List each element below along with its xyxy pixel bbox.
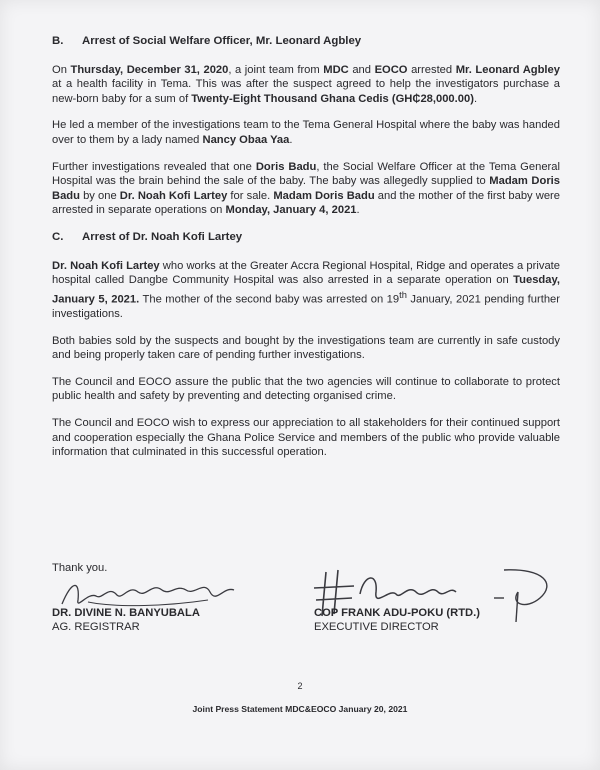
- text-run: .: [356, 204, 360, 217]
- name-emphasis: Madam Doris Badu: [273, 189, 375, 202]
- paragraph-arrest-agbley: [52, 63, 560, 107]
- signatory-name: COP FRANK ADU-POKU (RTD.): [314, 607, 480, 619]
- text-run: The mother of the second baby was arrested on 19: [139, 293, 400, 306]
- text-run: who works at the Greater Accra Regional Hospital, Ridge and operates a private hospital called Dangbe Community Hospital was also arrested in a separate operation on: [52, 259, 560, 287]
- name-emphasis: Nancy Obaa Yaa: [202, 133, 290, 146]
- paragraph-babies-custody: Both babies sold by the suspects and bought by the investigations team are currently in safe custody and being properly taken care of pending further investigations.: [52, 334, 560, 362]
- text-run: at a health facility in Tema. This was after the suspect agreed to help the investigators purchase a new-born baby for a sum of: [52, 78, 560, 105]
- name-emphasis: Doris Badu: [255, 160, 317, 173]
- org-emphasis: MDC: [323, 63, 349, 76]
- name-emphasis: Madam Doris Badu: [52, 175, 561, 202]
- paragraph-assurance: The Council and EOCO assure the public that the two agencies will continue to collaborate to protect public health and safety by preventing and detecting organised crime.: [52, 375, 560, 403]
- name-emphasis: Dr. Noah Kofi Lartey: [119, 189, 228, 202]
- left-signatory: [52, 606, 200, 634]
- text-run: Further investigations revealed that one: [52, 160, 256, 173]
- org-emphasis: EOCO: [374, 63, 408, 76]
- document-footer: Joint Press Statement MDC&EOCO January 20, 2021: [192, 704, 408, 714]
- text-run: by one: [79, 189, 120, 202]
- section-letter: B.: [52, 35, 64, 47]
- date-emphasis: Tuesday, January 5, 2021.: [52, 274, 560, 306]
- text-run: , the Social Welfare Officer at the Tema General Hospital was the brain behind the sale of the baby. The baby was allegedly supplied to: [52, 160, 560, 188]
- document-body: [52, 34, 560, 472]
- date-emphasis: Monday, January 4, 2021: [225, 204, 357, 217]
- signatory-name: DR. DIVINE N. BANYUBALA: [52, 607, 200, 619]
- text-run: , a joint team from: [228, 63, 324, 76]
- section-letter: C.: [52, 230, 64, 243]
- right-signatory: [314, 606, 480, 634]
- text-run: He led a member of the investigations team to the Tema General Hospital where the baby was handed over to them by a lady named: [52, 119, 560, 146]
- ordinal-suffix: th: [399, 289, 407, 300]
- text-run: January, 2021 pending further investigations.: [52, 293, 560, 321]
- text-run: On: [52, 63, 71, 76]
- amount-emphasis: Twenty-Eight Thousand Ghana Cedis (GH₵28,000.00): [191, 92, 474, 105]
- signatory-title: AG. REGISTRAR: [52, 621, 140, 633]
- section-b-heading: [52, 34, 560, 49]
- signature-block: [52, 562, 562, 652]
- text-run: and: [348, 63, 375, 76]
- section-title: Arrest of Dr. Noah Kofi Lartey: [82, 230, 243, 243]
- closing-text: Thank you.: [52, 562, 108, 574]
- paragraph-arrest-lartey: [52, 259, 560, 322]
- paragraph-appreciation: The Council and EOCO wish to express our appreciation to all stakeholders for their continued support and cooperation especially the Ghana Police Service and members of the public who provide valuable information that culminated in this successful operation.: [52, 417, 560, 459]
- signatory-title: EXECUTIVE DIRECTOR: [314, 621, 439, 633]
- text-run: .: [289, 133, 293, 146]
- text-run: arrested: [407, 63, 456, 76]
- date-emphasis: Thursday, December 31, 2020: [70, 63, 229, 76]
- text-run: and the mother of the first baby were arrested in separate operations on: [52, 189, 560, 217]
- section-title: Arrest of Social Welfare Officer, Mr. Leonard Agbley: [82, 35, 362, 47]
- paragraph-handover: [52, 118, 560, 147]
- text-run: .: [473, 92, 478, 105]
- text-run: for sale.: [227, 189, 274, 202]
- paragraph-further-investigations: [52, 160, 560, 218]
- section-c-heading: [52, 230, 560, 245]
- name-emphasis: Mr. Leonard Agbley: [455, 63, 560, 76]
- page-number: 2: [297, 681, 303, 691]
- name-emphasis: Dr. Noah Kofi Lartey: [52, 259, 160, 272]
